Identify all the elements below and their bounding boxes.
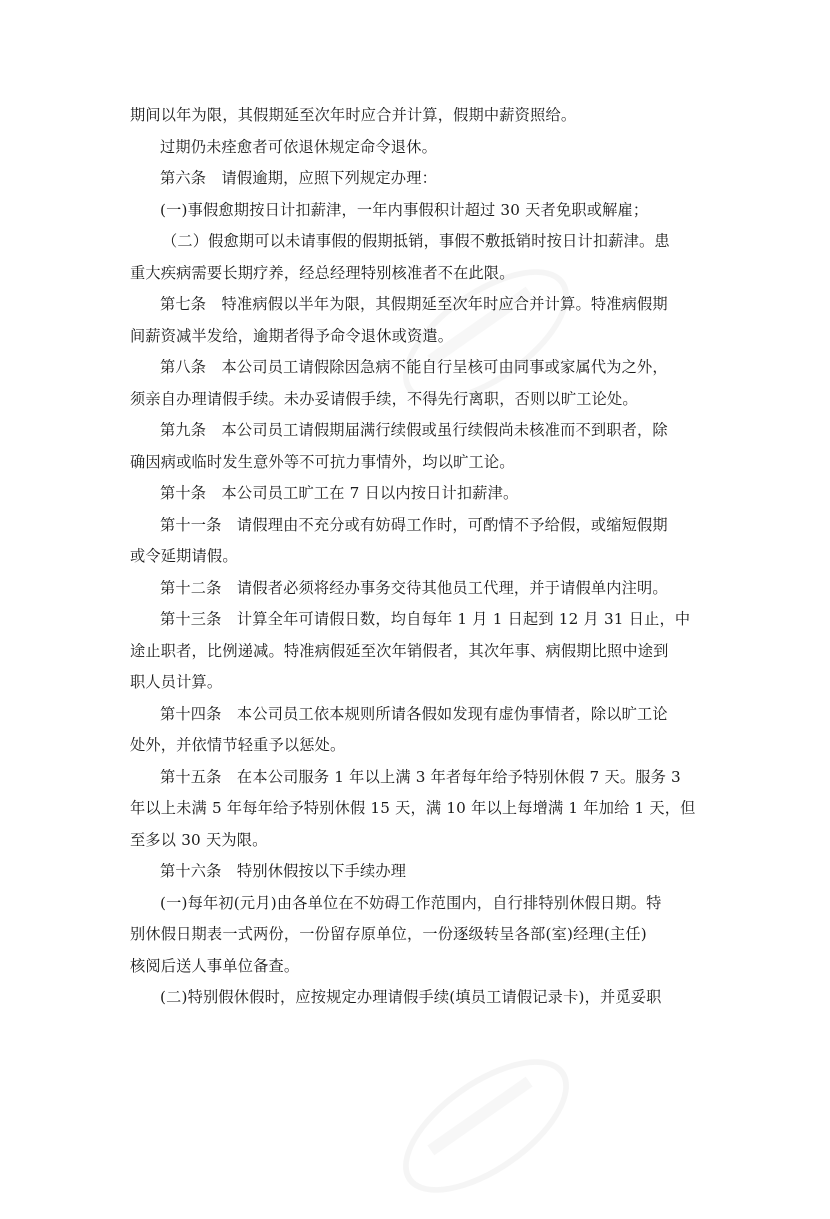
text-line: 核阅后送人事单位备查。 bbox=[130, 956, 300, 975]
text-line: (一)每年初(元月)由各单位在不妨碍工作范围内，自行排特别休假日期。特 bbox=[160, 893, 662, 912]
text-line: (一)事假愈期按日计扣薪津，一年内事假积计超过 30 天者免职或解雇； bbox=[160, 200, 649, 219]
text-line: 或令延期请假。 bbox=[130, 547, 238, 565]
text-line: 须亲自办理请假手续。未办妥请假手续，不得先行离职，否则以旷工论处。 bbox=[130, 389, 638, 408]
text-line: 处外，并依情节轻重予以惩处。 bbox=[130, 736, 346, 754]
text-line: （二）假愈期可以未请事假的假期抵销，事假不敷抵销时按日计扣薪津。患 bbox=[162, 232, 670, 250]
text-line: 至多以 30 天为限。 bbox=[130, 830, 268, 849]
text-line: 间薪资减半发给，逾期者得予命令退休或资遣。 bbox=[130, 326, 454, 345]
article-7: 第七条 特准病假以半年为限，其假期延至次年时应合并计算。特准病假期 bbox=[160, 295, 668, 313]
text-line: 途止职者，比例递减。特准病假延至次年销假者，其次年事、病假期比照中途到 bbox=[130, 641, 669, 660]
text-line: 过期仍未痊愈者可依退休规定命令退休。 bbox=[160, 137, 437, 156]
article-14: 第十四条 本公司员工依本规则所请各假如发现有虚伪事情者，除以旷工论 bbox=[160, 704, 668, 723]
article-10: 第十条 本公司员工旷工在 7 日以内按日计扣薪津。 bbox=[160, 484, 519, 502]
article-8: 第八条 本公司员工请假除因急病不能自行呈核可由同事或家属代为之外， bbox=[160, 358, 668, 376]
article-16-heading: 第十六条 特别休假按以下手续办理 bbox=[160, 862, 407, 880]
text-line: (二)特别假休假时，应按规定办理请假手续(填员工请假记录卡)，并觅妥职 bbox=[160, 988, 662, 1006]
article-15: 第十五条 在本公司服务 1 年以上满 3 年者每年给予特别休假 7 天。服务 3 bbox=[160, 767, 681, 786]
text-line: 重大疾病需要长期疗养，经总经理特别核准者不在此限。 bbox=[130, 263, 515, 282]
text-line: 确因病或临时发生意外等不可抗力事情外，均以旷工论。 bbox=[130, 452, 515, 471]
article-13: 第十三条 计算全年可请假日数，均自每年 1 月 1 日起到 12 月 31 日止，中 bbox=[160, 610, 691, 628]
document-body bbox=[130, 100, 710, 1014]
article-12: 第十二条 请假者必须将经办事务交待其他员工代理，并于请假单内注明。 bbox=[160, 578, 668, 597]
article-11: 第十一条 请假理由不充分或有妨碍工作时，可酌情不予给假，或缩短假期 bbox=[160, 515, 668, 534]
article-9: 第九条 本公司员工请假期届满行续假或虽行续假尚未核准而不到职者，除 bbox=[160, 421, 668, 439]
text-line: 职人员计算。 bbox=[130, 673, 223, 691]
watermark-logo bbox=[381, 1033, 591, 1218]
text-line: 年以上未满 5 年每年给予特别休假 15 天，满 10 年以上每增满 1 年加给 1 天，但 bbox=[130, 799, 696, 817]
text-line: 别休假日期表一式两份，一份留存原单位，一份逐级转呈各部(室)经理(主任) bbox=[130, 925, 647, 943]
article-6-heading: 第六条 请假逾期，应照下列规定办理： bbox=[160, 169, 437, 187]
text-line: 期间以年为限，其假期延至次年时应合并计算，假期中薪资照给。 bbox=[130, 106, 577, 124]
